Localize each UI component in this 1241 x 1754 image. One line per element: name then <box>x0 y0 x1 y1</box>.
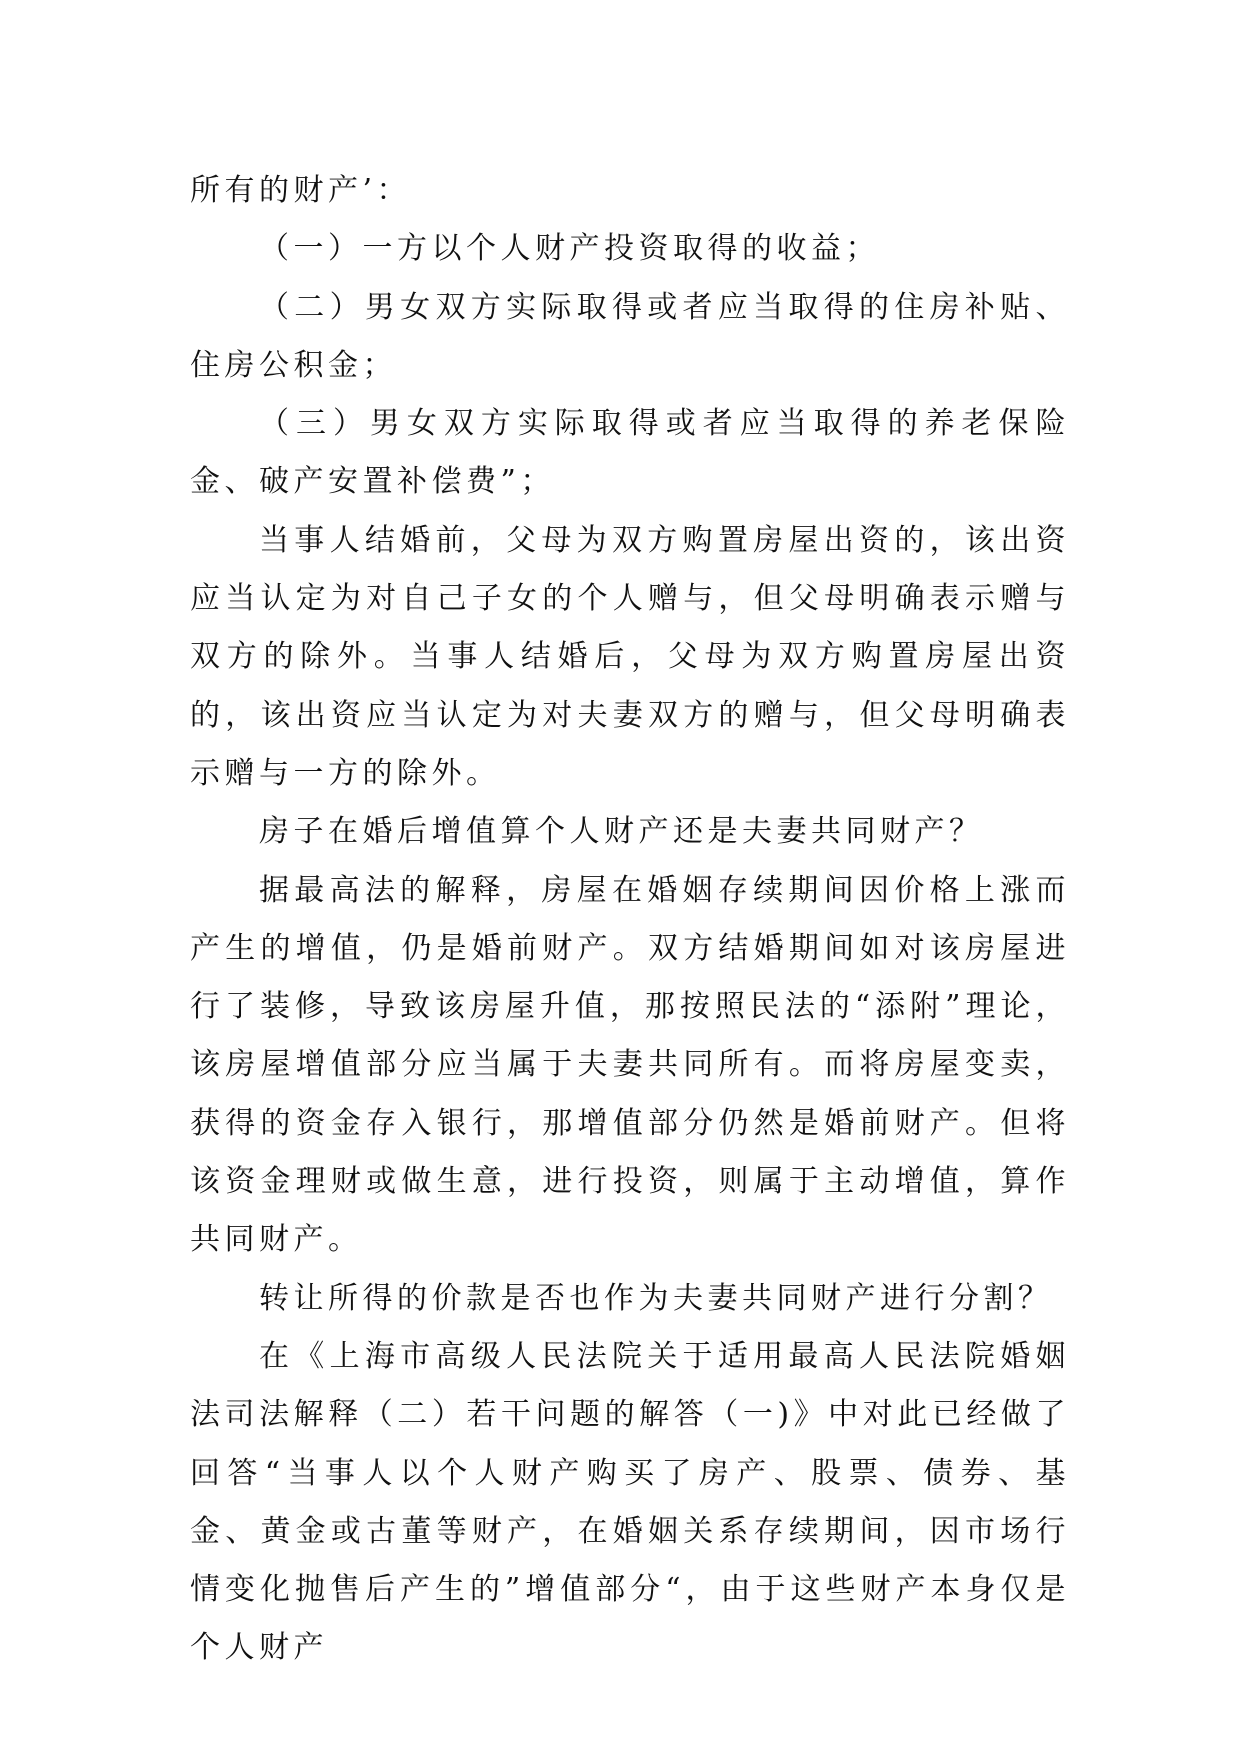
document-body <box>190 162 1070 1678</box>
list-item-2: （二）男女双方实际取得或者应当取得的住房补贴、住房公积金； <box>190 289 1070 383</box>
list-item-3: （三）男女双方实际取得或者应当取得的养老保险金、破产安置补偿费”； <box>190 406 1070 500</box>
question-heading-2: 转让所得的价款是否也作为夫妻共同财产进行分割？ <box>259 1280 1053 1316</box>
paragraph-continuation: 所有的财产’： <box>190 173 412 208</box>
paragraph-answer-2: 在《上海市高级人民法院关于适用最高人民法院婚姻法司法解释（二）若干问题的解答（一)》中对此已经做了回答“当事人以个人财产购买了房产、股票、债券、基金、黄金或古董等财产，在婚姻关系存续期间，因市场行情变化抛售后产生的”增值部分“，由于这些财产本身仅是个人财产 <box>190 1338 1070 1666</box>
paragraph-gift-rules: 当事人结婚前，父母为双方购置房屋出资的，该出资应当认定为对自己子女的个人赠与，但父母明确表示赠与双方的除外。当事人结婚后，父母为双方购置房屋出资的，该出资应当认定为对夫妻双方的赠与，但父母明确表示赠与一方的除外。 <box>190 522 1070 791</box>
question-heading-1: 房子在婚后增值算个人财产还是夫妻共同财产？ <box>259 814 984 850</box>
paragraph-answer-1: 据最高法的解释，房屋在婚姻存续期间因价格上涨而产生的增值，仍是婚前财产。双方结婚期间如对该房屋进行了装修，导致该房屋升值，那按照民法的“添附”理论，该房屋增值部分应当属于夫妻共同所有。而将房屋变卖，获得的资金存入银行，那增值部分仍然是婚前财产。但将该资金理财或做生意，进行投资，则属于主动增值，算作共同财产。 <box>190 872 1070 1258</box>
list-item-1: （一）一方以个人财产投资取得的收益； <box>259 231 880 267</box>
